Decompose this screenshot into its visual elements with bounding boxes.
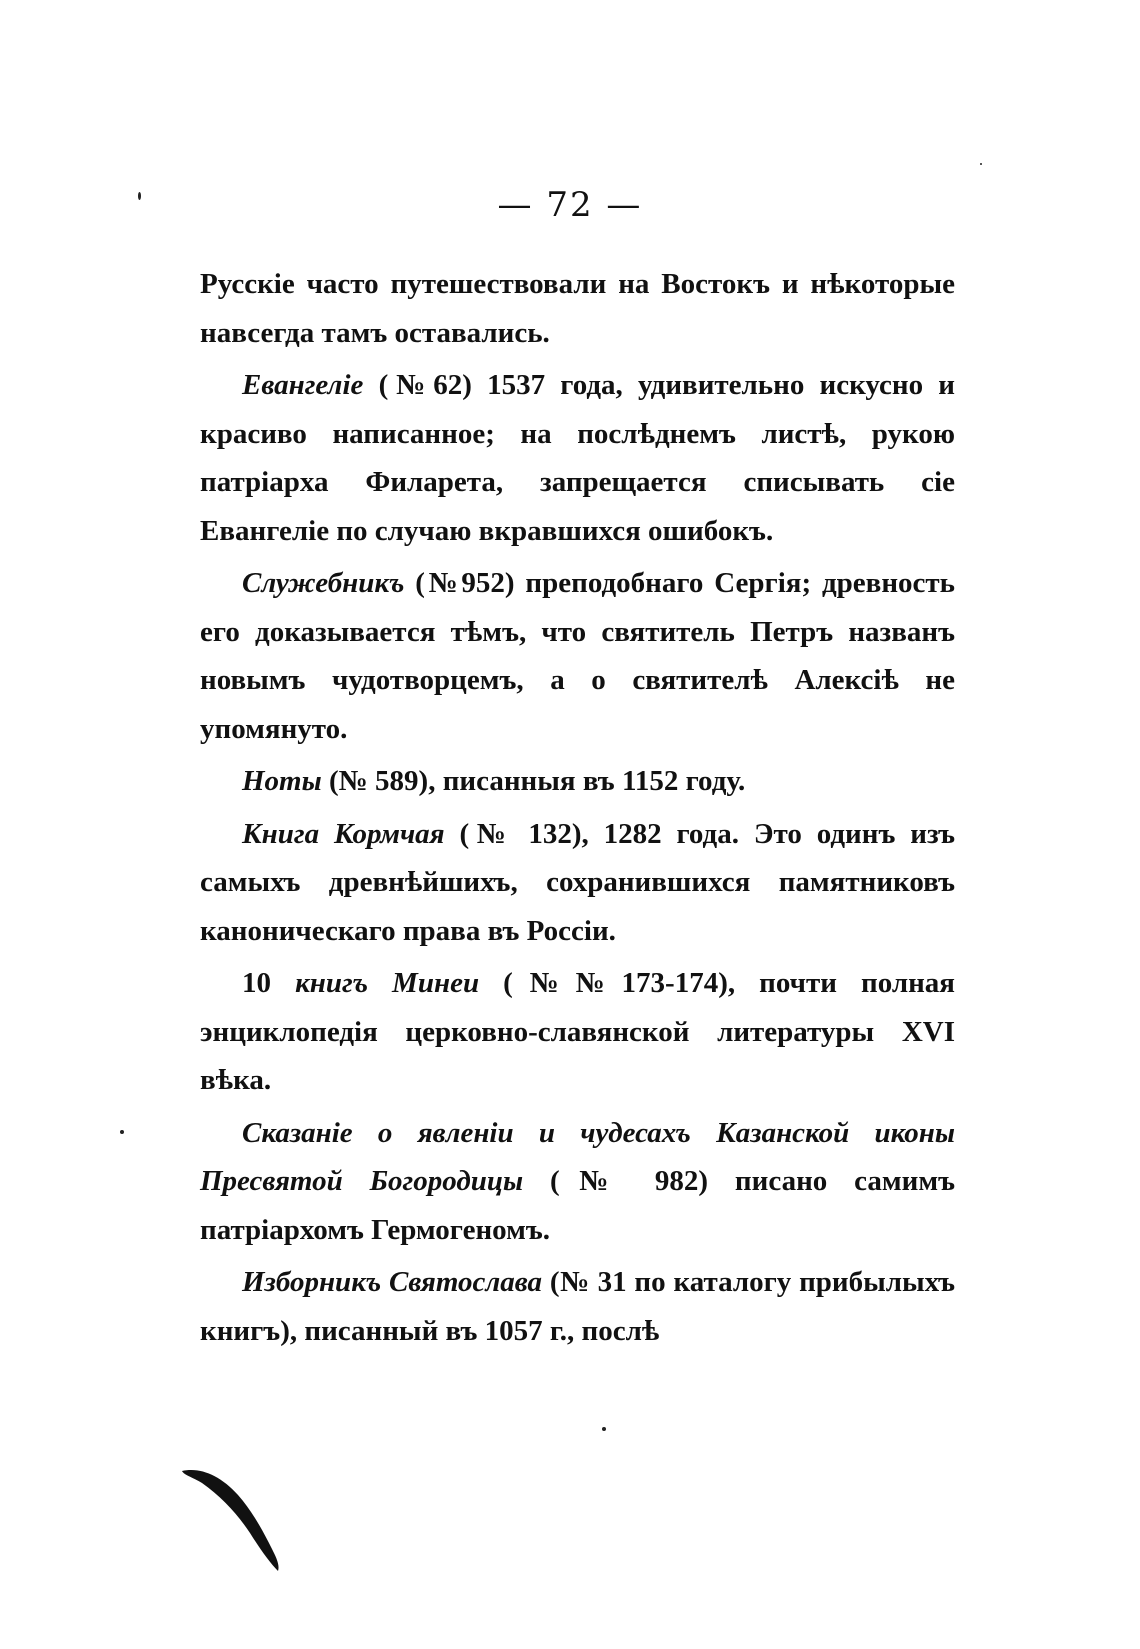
paragraph-sluzhebnik — [200, 559, 955, 753]
entry-title: Ноты — [242, 765, 322, 797]
entry-lead: 10 — [242, 967, 296, 999]
entry-title: Изборникъ Святослава — [242, 1266, 543, 1298]
ink-speck — [980, 163, 982, 165]
page-number: — 72 — — [497, 185, 643, 225]
body-text — [200, 260, 955, 1359]
paragraph-noty — [200, 757, 955, 806]
entry-title: Сказаніе о явленіи и чудесахъ Казанской иконы Пресвятой Богородицы — [200, 1116, 955, 1197]
entry-text: (№ 31 по каталогу прибылыхъ книгъ), писанный въ 1057 г., послѣ — [200, 1266, 955, 1347]
entry-text: (№ 589), писанныя въ 1152 году. — [321, 765, 746, 797]
paragraph-kormchaya — [200, 810, 955, 956]
entry-text: (№952) преподобнаго Сергія; древность его доказывается тѣмъ, что святитель Петръ названъ новымъ чудотворцемъ, а о святителѣ Алексіѣ не упомянуто. — [200, 567, 955, 745]
paragraph-continuation — [200, 260, 955, 357]
paragraph-evangelie — [200, 361, 955, 555]
paragraph-minei — [200, 959, 955, 1105]
entry-text: (№ 982) писано самимъ патріархомъ Гермогеномъ. — [200, 1165, 955, 1246]
ink-smudge — [180, 1465, 290, 1575]
paragraph-text: Русскіе часто путешествовали на Востокъ и нѣкоторые навсегда тамъ оставались. — [200, 268, 955, 349]
entry-title: Евангеліе — [242, 369, 364, 401]
ink-speck — [138, 192, 141, 200]
ink-speck — [602, 1427, 606, 1431]
entry-title: Книга Кормчая — [242, 817, 445, 850]
ink-speck — [120, 1130, 124, 1134]
entry-text: (№ 132), 1282 года. Это одинъ изъ самыхъ древнѣйшихъ, сохранившихся памятниковъ каноническаго права въ Россіи. — [200, 817, 956, 947]
entry-text: (№62) 1537 года, удивительно искусно и красиво написанное; на послѣднемъ листѣ, рукою патріарха Филарета, запрещается списывать сіе Евангеліе по случаю вкравшихся ошибокъ. — [200, 369, 955, 547]
paragraph-izbornik — [200, 1258, 955, 1355]
entry-title: Служебникъ — [242, 567, 405, 599]
paragraph-skazanie — [200, 1109, 955, 1255]
entry-title: книгъ Минеи — [295, 967, 480, 999]
entry-text: (№№173-174), почти полная энциклопедія церковно-славянской литературы XVI вѣка. — [200, 967, 955, 1096]
